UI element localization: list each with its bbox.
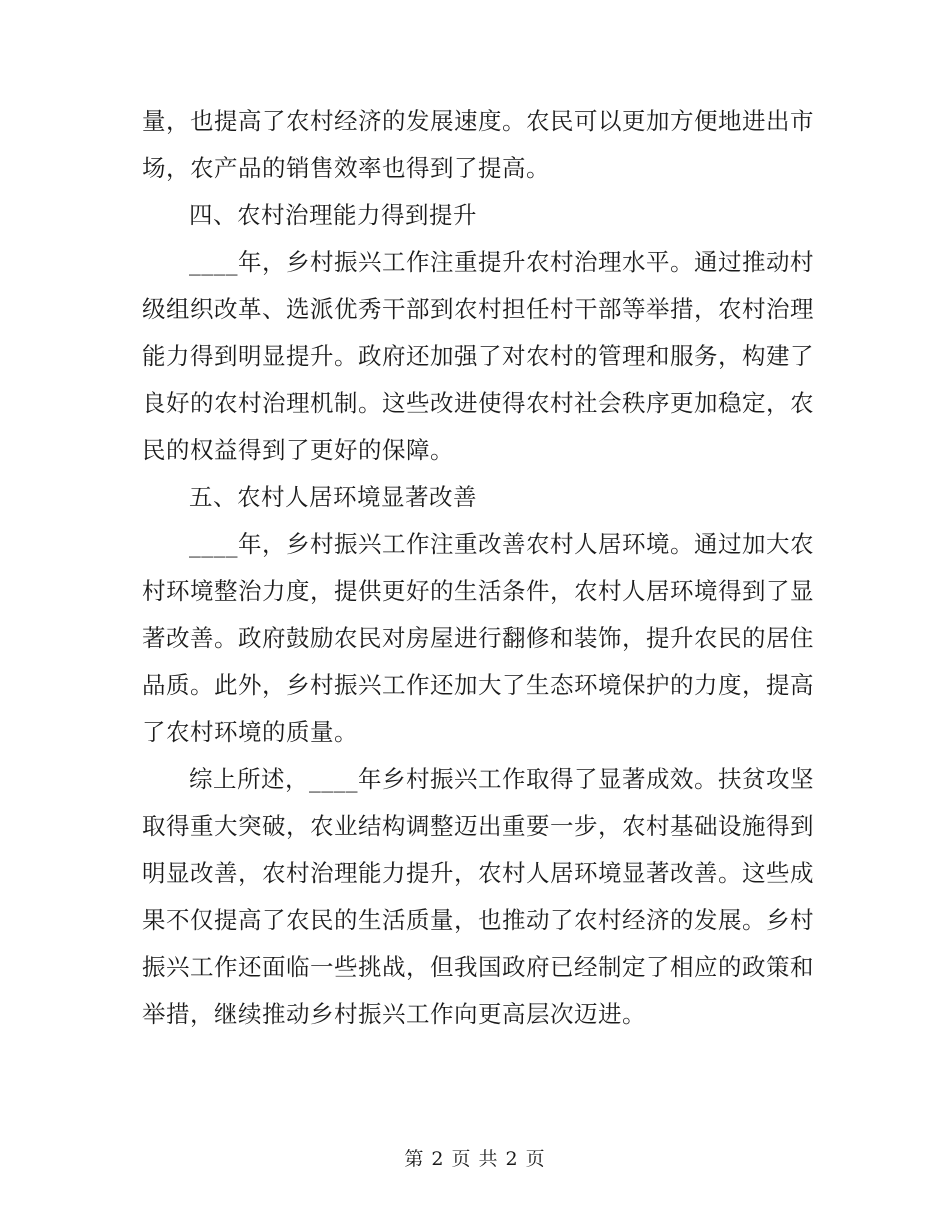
paragraph-line: 品质。此外，乡村振兴工作还加大了生态环境保护的力度，提高 <box>142 671 814 699</box>
paragraph-line: 著改善。政府鼓励农民对房屋进行翻修和装饰，提升农民的居住 <box>142 624 814 652</box>
paragraph-line: ____年，乡村振兴工作注重改善农村人居环境。通过加大农 <box>189 530 814 558</box>
paragraph-line: 果不仅提高了农民的生活质量，也推动了农村经济的发展。乡村 <box>142 906 814 934</box>
paragraph-line: 量，也提高了农村经济的发展速度。农民可以更加方便地进出市 <box>142 107 814 135</box>
paragraph-line: ____年，乡村振兴工作注重提升农村治理水平。通过推动村 <box>189 248 814 276</box>
paragraph-line: 良好的农村治理机制。这些改进使得农村社会秩序更加稳定，农 <box>142 389 814 417</box>
document-body <box>142 98 814 1038</box>
paragraph-line: 场，农产品的销售效率也得到了提高。 <box>142 154 550 182</box>
section-heading-5: 五、农村人居环境显著改善 <box>189 483 477 511</box>
paragraph-line: 村环境整治力度，提供更好的生活条件，农村人居环境得到了显 <box>142 577 814 605</box>
paragraph-line: 明显改善，农村治理能力提升，农村人居环境显著改善。这些成 <box>142 859 814 887</box>
summary-paragraph-line: 综上所述，____年乡村振兴工作取得了显著成效。扶贫攻坚 <box>189 765 814 793</box>
page-number-footer: 第 2 页 共 2 页 <box>404 1148 546 1170</box>
paragraph-line: 举措，继续推动乡村振兴工作向更高层次迈进。 <box>142 1000 646 1028</box>
paragraph-line: 能力得到明显提升。政府还加强了对农村的管理和服务，构建了 <box>142 342 814 370</box>
paragraph-line: 民的权益得到了更好的保障。 <box>142 436 454 464</box>
paragraph-line: 了农村环境的质量。 <box>142 718 358 746</box>
section-heading-4: 四、农村治理能力得到提升 <box>189 201 477 229</box>
paragraph-line: 级组织改革、选派优秀干部到农村担任村干部等举措，农村治理 <box>142 295 814 323</box>
paragraph-line: 取得重大突破，农业结构调整迈出重要一步，农村基础设施得到 <box>142 812 814 840</box>
paragraph-line: 振兴工作还面临一些挑战，但我国政府已经制定了相应的政策和 <box>142 953 814 981</box>
